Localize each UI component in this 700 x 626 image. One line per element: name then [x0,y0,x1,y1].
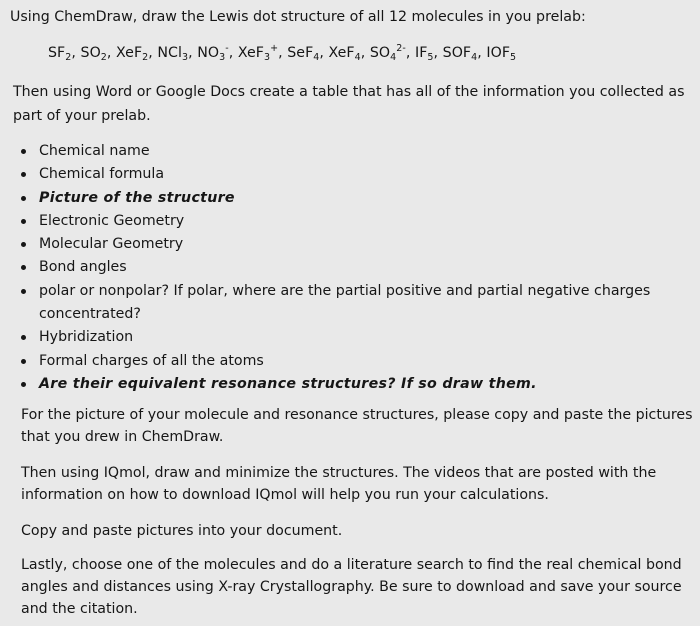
formula-text: XeF [116,45,143,61]
formula-text: SF [48,45,66,61]
formula-text: SO [369,45,391,61]
formula-sub: 2 [65,52,72,63]
intro-text: Using ChemDraw, draw the Lewis dot structure of all 12 molecules in you prelab: [10,9,586,25]
formula-separator: , [319,45,329,61]
formula-sub: 3 [263,52,271,63]
molecule-formula [486,45,516,61]
molecule-formula [48,45,71,61]
formula-text: SeF [287,45,314,61]
picture-instructions: For the picture of your molecule and resonance structures, please copy and paste the pictures that you drew in ChemDraw. [21,407,693,445]
formula-separator: , [477,45,487,61]
molecule-formula [157,45,188,61]
formula-separator: , [228,45,238,61]
iqmol-instructions: Then using IQmol, draw and minimize the structures. The videos that are posted with the information on how to download IQmol will help you run your calculations. [21,465,657,503]
formula-sub: 5 [510,52,517,63]
formula-separator: , [71,45,81,61]
formula-text: NO [197,45,220,61]
literature-search-instructions: Lastly, choose one of the molecules and do a literature search to find the real chemical bond angles and distances using X-ray Crystallography. Be sure to download and save your source and the citation. [21,557,682,617]
molecule-formula [329,45,361,61]
formula-text: SO [80,45,101,61]
list-item: Bond angles [17,256,677,279]
copy-paste-instructions: Copy and paste pictures into your document. [21,523,343,539]
formula-separator: , [278,45,288,61]
formula-sup: 2- [396,43,406,54]
formula-sup: - [225,43,229,54]
molecule-formula [287,45,319,61]
list-item: Chemical formula [17,163,677,186]
formula-text: IF [414,45,428,61]
formula-sub: 2 [142,52,149,63]
list-item: Hybridization [17,326,677,349]
list-item: Picture of the structure [17,187,677,210]
formula-sub: 5 [427,52,434,63]
formula-separator: , [188,45,198,61]
table-instructions: Then using Word or Google Docs create a table that has all of the information you collected as part of your prelab. [13,84,685,124]
molecule-formula [238,45,278,61]
formula-sup: + [270,43,279,54]
formula-separator: , [433,45,443,61]
formula-text: NCl [157,45,183,61]
list-item: Are their equivalent resonance structures? If so draw them. [17,373,677,396]
molecule-formula [116,45,148,61]
list-item: polar or nonpolar? If polar, where are the partial positive and partial negative charges concentrated? [17,280,677,327]
formula-separator: , [360,45,370,61]
molecule-formula [81,45,107,61]
required-info-list [17,140,677,396]
formula-text: XeF [328,45,355,61]
formula-text: XeF [237,45,264,61]
formula-sub: 4 [390,52,397,63]
list-item: Chemical name [17,140,677,163]
formula-sub: 2 [100,52,107,63]
formula-sub: 4 [354,52,361,63]
list-item: Electronic Geometry [17,210,677,233]
molecule-formula [415,45,434,61]
molecule-list [48,45,516,61]
list-item: Formal charges of all the atoms [17,350,677,373]
formula-sub: 3 [219,52,226,63]
formula-text: SOF [442,45,472,61]
molecule-formula [370,45,406,61]
formula-sub: 4 [313,52,320,63]
formula-separator: , [405,45,415,61]
molecule-formula [197,45,228,61]
list-item: Molecular Geometry [17,233,677,256]
formula-separator: , [148,45,158,61]
formula-sub: 4 [471,52,478,63]
molecule-formula [443,45,478,61]
formula-text: IOF [486,45,511,61]
formula-sub: 3 [182,52,189,63]
formula-separator: , [106,45,117,61]
